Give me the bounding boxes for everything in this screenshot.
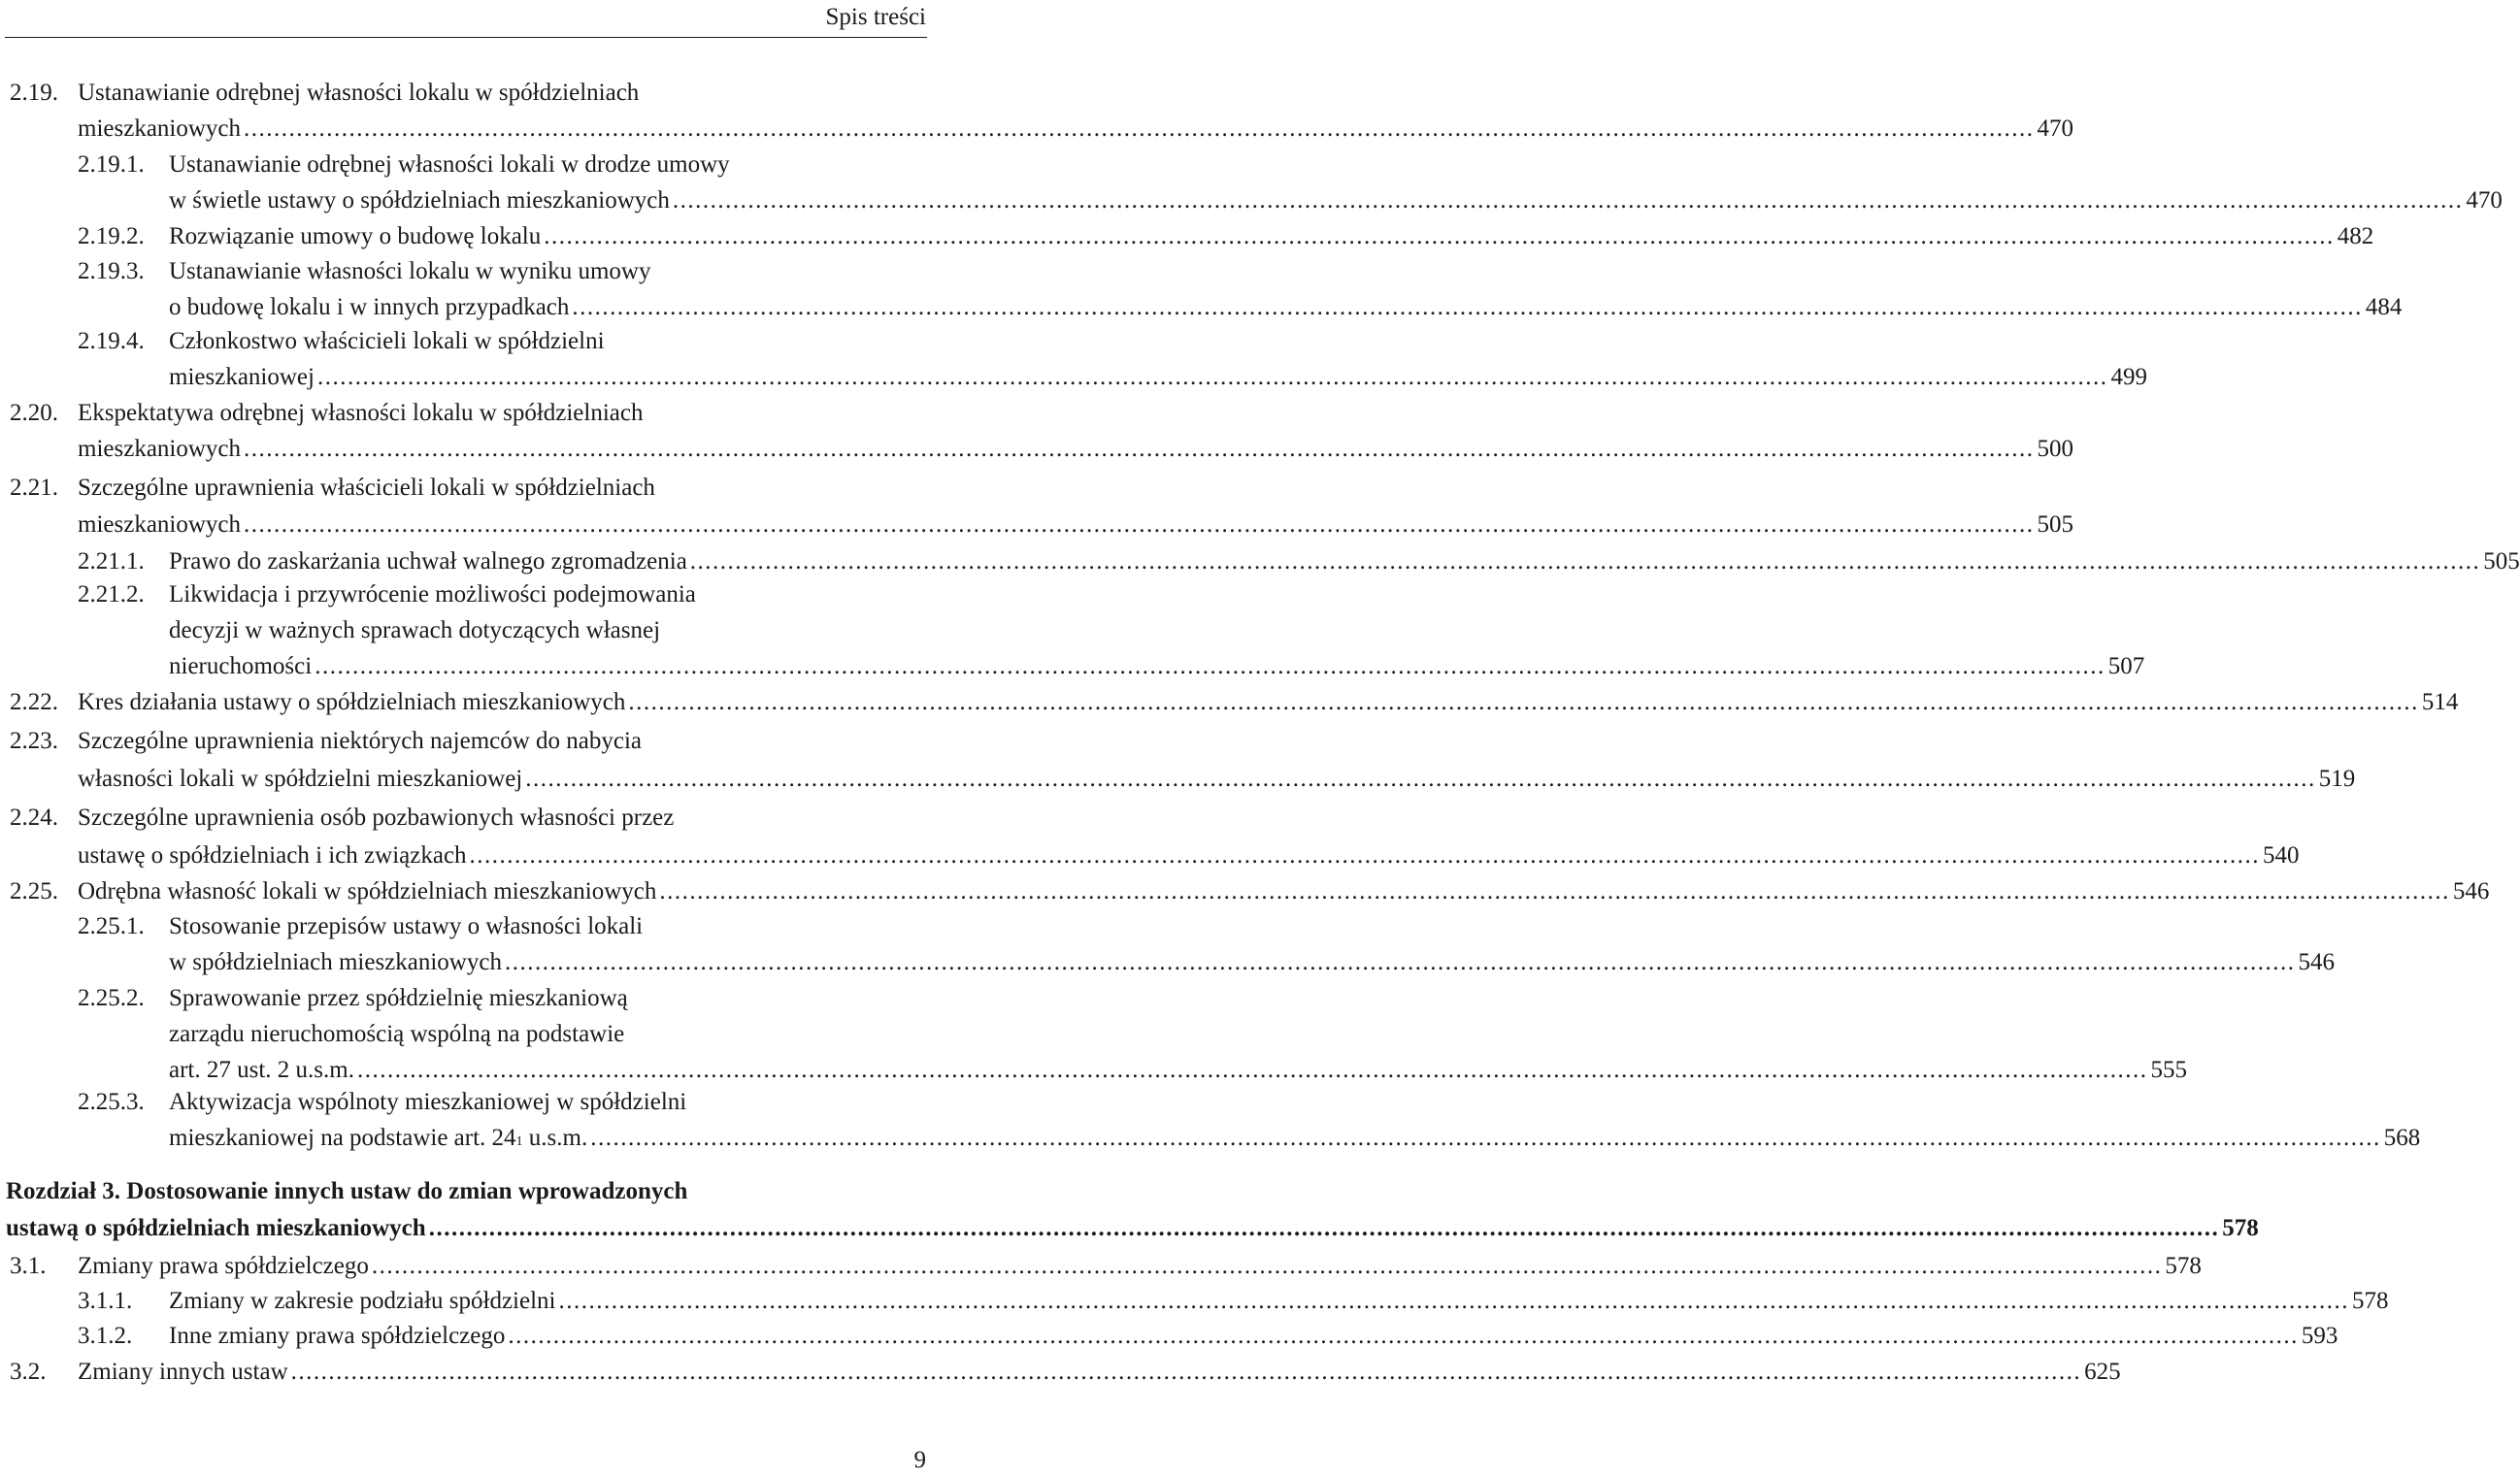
toc-entry-number: 2.25.2. (78, 985, 145, 1011)
toc-entry-page: 500 (2037, 436, 2074, 462)
toc-entry-number: 2.23. (10, 728, 58, 754)
toc-entry-title-line: Sprawowanie przez spółdzielnię mieszkaniową (169, 985, 628, 1011)
toc-entry-title-line: Rozwiązanie umowy o budowę lokalu (169, 223, 542, 249)
toc-entry-title-line: w świetle ustawy o spółdzielniach mieszkaniowych (169, 187, 670, 213)
toc-entry[interactable] (0, 149, 2503, 221)
toc-entry-number: 3.1.1. (78, 1288, 133, 1314)
toc-entry-number: 2.21. (10, 475, 58, 501)
toc-entry-number: 3.1. (10, 1253, 47, 1279)
toc-entry-page: 546 (2452, 878, 2490, 904)
toc-entry-title-line: Zmiany w zakresie podziału spółdzielni (169, 1288, 556, 1314)
toc-entry-title-tail: u.s.m. (522, 1125, 588, 1151)
dot-leader: .............................................................................................................................................................................................................................................. (315, 653, 2106, 679)
toc-entry[interactable] (0, 726, 2356, 802)
toc-entry-title-line: decyzji w ważnych sprawach dotyczących własnej (169, 617, 661, 643)
toc-entry-title-line: ustawę o spółdzielniach i ich związkach (78, 842, 467, 869)
toc-entry-title-line: w spółdzielniach mieszkaniowych (169, 949, 502, 975)
toc-entry[interactable] (0, 326, 2147, 398)
toc-entry-number: 2.20. (10, 400, 58, 426)
dot-leader: .............................................................................................................................................................................................................................................. (659, 878, 2450, 904)
toc-entry-number: 2.19.1. (78, 151, 145, 178)
toc-entry-number: 2.25.3. (78, 1089, 145, 1115)
dot-leader: .............................................................................................................................................................................................................................................. (672, 187, 2464, 213)
dot-leader: .............................................................................................................................................................................................................................................. (316, 364, 2108, 390)
toc-entry[interactable] (0, 579, 2145, 687)
toc-entry-title-line: Ustanawianie odrębnej własności lokalu w spółdzielniach (78, 80, 640, 106)
dot-leader: .............................................................................................................................................................................................................................................. (572, 294, 2363, 320)
toc-entry-title-line: Szczególne uprawnienia właścicieli lokali w spółdzielniach (78, 475, 655, 501)
dot-leader: .............................................................................................................................................................................................................................................. (428, 1215, 2220, 1241)
dot-leader: .............................................................................................................................................................................................................................................. (628, 689, 2419, 715)
toc-entry[interactable] (0, 983, 2187, 1091)
toc-entry-title-line: Stosowanie przepisów ustawy o własności lokali (169, 913, 644, 939)
running-head: Spis treści (825, 4, 926, 30)
toc-entry[interactable] (0, 911, 2335, 983)
toc-entry-title-line: mieszkaniowych (78, 511, 242, 538)
toc-entry-title-line: art. 27 ust. 2 u.s.m. (169, 1057, 354, 1083)
toc-entry-number: 2.19. (10, 80, 58, 106)
dot-leader: .............................................................................................................................................................................................................................................. (558, 1288, 2349, 1314)
toc-entry-title-line: mieszkaniowych (78, 436, 242, 462)
dot-leader: .............................................................................................................................................................................................................................................. (590, 1125, 2381, 1151)
toc-entry-number: 3.2. (10, 1359, 47, 1385)
toc-entry[interactable] (0, 78, 2074, 149)
dot-leader: .............................................................................................................................................................................................................................................. (689, 548, 2481, 575)
toc-entry[interactable] (0, 398, 2074, 470)
dot-leader: .............................................................................................................................................................................................................................................. (244, 115, 2035, 142)
toc-entry-title-line: własności lokali w spółdzielni mieszkaniowej (78, 766, 523, 792)
toc-entry-page: 546 (2298, 949, 2335, 975)
toc-entry-page: 593 (2301, 1323, 2338, 1349)
toc-entry-title-line: Zmiany prawa spółdzielczego (78, 1253, 369, 1279)
toc-entry-page: 507 (2107, 653, 2145, 679)
toc-entry-title-line: Rozdział 3. Dostosowanie innych ustaw do zmian wprowadzonych (6, 1178, 688, 1204)
toc-entry-number: 3.1.2. (78, 1323, 133, 1349)
toc-entry-page: 505 (2037, 511, 2074, 538)
toc-entry-page: 484 (2365, 294, 2403, 320)
toc-entry-title-line: zarządu nieruchomością wspólną na podstawie (169, 1021, 625, 1047)
toc-entry-title-line: Inne zmiany prawa spółdzielczego (169, 1323, 506, 1349)
dot-leader: .............................................................................................................................................................................................................................................. (356, 1057, 2148, 1083)
toc-entry[interactable] (0, 221, 2374, 257)
dot-leader: .............................................................................................................................................................................................................................................. (290, 1359, 2082, 1385)
toc-entry-number: 2.21.2. (78, 581, 145, 608)
toc-entry-page: 505 (2483, 548, 2520, 575)
toc-entry-number: 2.25. (10, 878, 58, 904)
toc-entry-title-line: nieruchomości (169, 653, 313, 679)
toc-entry[interactable] (0, 1251, 2202, 1287)
header-rule (5, 37, 927, 38)
dot-leader: .............................................................................................................................................................................................................................................. (504, 949, 2296, 975)
toc-entry-title-line: ustawą o spółdzielniach mieszkaniowych (6, 1215, 426, 1241)
toc-entry-number: 2.19.3. (78, 258, 145, 284)
toc-entry[interactable] (0, 687, 2459, 723)
toc-entry-number: 2.21.1. (78, 548, 145, 575)
toc-entry-number: 2.25.1. (78, 913, 145, 939)
dot-leader: .............................................................................................................................................................................................................................................. (371, 1253, 2163, 1279)
toc-entry-title-line: Prawo do zaskarżania uchwał walnego zgromadzenia (169, 548, 687, 575)
dot-leader: .............................................................................................................................................................................................................................................. (544, 223, 2335, 249)
toc-entry-title-line: Szczególne uprawnienia osób pozbawionych własności przez (78, 805, 675, 831)
toc-entry-number: 2.19.4. (78, 328, 145, 354)
toc-entry-title-line: Aktywizacja wspólnoty mieszkaniowej w spółdzielni (169, 1089, 687, 1115)
toc-entry[interactable] (0, 803, 2300, 878)
toc-entry-title-line: Likwidacja i przywrócenie możliwości podejmowania (169, 581, 696, 608)
dot-leader: .............................................................................................................................................................................................................................................. (508, 1323, 2299, 1349)
toc-entry-title-line: Ustanawianie odrębnej własności lokali w drodze umowy (169, 151, 730, 178)
toc-entry-title-line: Odrębna własność lokali w spółdzielniach mieszkaniowych (78, 878, 657, 904)
toc-entry[interactable] (0, 1286, 2389, 1322)
toc-entry-number: 2.19.2. (78, 223, 145, 249)
toc-entry-page: 482 (2337, 223, 2374, 249)
toc-entry-title-line: Ekspektatywa odrębnej własności lokalu w spółdzielniach (78, 400, 644, 426)
toc-entry-page: 540 (2263, 842, 2300, 869)
toc-entry[interactable] (0, 256, 2403, 328)
toc-entry[interactable] (0, 876, 2490, 912)
toc-entry[interactable]: 2.25.3. Aktywizacja wspólnoty mieszkaniowej w spółdzielni mieszkaniowej na podstawie art. 24 1 u.s.m. .............................................................................................................................................................................................................................................. 568 (0, 1087, 932, 1159)
toc-entry-page: 578 (2352, 1288, 2389, 1314)
toc-entry-page: 519 (2318, 766, 2356, 792)
toc-entry-page: 470 (2037, 115, 2074, 142)
toc-entry[interactable] (0, 1321, 2338, 1357)
toc-entry-page: 470 (2466, 187, 2503, 213)
toc-entry-title-line: Ustanawianie własności lokalu w wyniku umowy (169, 258, 651, 284)
toc-entry-title-line: Członkostwo właścicieli lokali w spółdzielni (169, 328, 605, 354)
dot-leader: .............................................................................................................................................................................................................................................. (525, 766, 2316, 792)
toc-entry-page: 499 (2110, 364, 2147, 390)
toc-entry-number: 2.24. (10, 805, 58, 831)
toc-entry-number: 2.22. (10, 689, 58, 715)
toc-entry-page: 568 (2383, 1125, 2421, 1151)
toc-entry-title-line: mieszkaniowych (78, 115, 242, 142)
dot-leader: .............................................................................................................................................................................................................................................. (244, 436, 2035, 462)
toc-entry[interactable] (0, 1357, 2121, 1393)
toc-entry-title-line: mieszkaniowej na podstawie art. 24 (169, 1125, 516, 1151)
toc-entry-title-line: o budowę lokalu i w innych przypadkach (169, 294, 570, 320)
dot-leader: .............................................................................................................................................................................................................................................. (244, 511, 2035, 538)
toc-entry-title-line: Zmiany innych ustaw (78, 1359, 288, 1385)
toc-entry-page: 578 (2222, 1215, 2259, 1241)
toc-entry[interactable] (0, 546, 2520, 582)
toc-entry-page: 578 (2165, 1253, 2202, 1279)
toc-entry-page: 555 (2150, 1057, 2187, 1083)
toc-entry[interactable] (0, 1176, 2259, 1250)
toc-entry-title-line: mieszkaniowej (169, 364, 315, 390)
toc-entry-title-line: Kres działania ustawy o spółdzielniach mieszkaniowych (78, 689, 626, 715)
toc-entry-page: 514 (2421, 689, 2459, 715)
toc-entry-title-line: Szczególne uprawnienia niektórych najemców do nabycia (78, 728, 643, 754)
dot-leader: .............................................................................................................................................................................................................................................. (469, 842, 2261, 869)
page-number: 9 (913, 1447, 926, 1473)
toc-entry[interactable] (0, 473, 2074, 546)
toc-entry-page: 625 (2084, 1359, 2121, 1385)
